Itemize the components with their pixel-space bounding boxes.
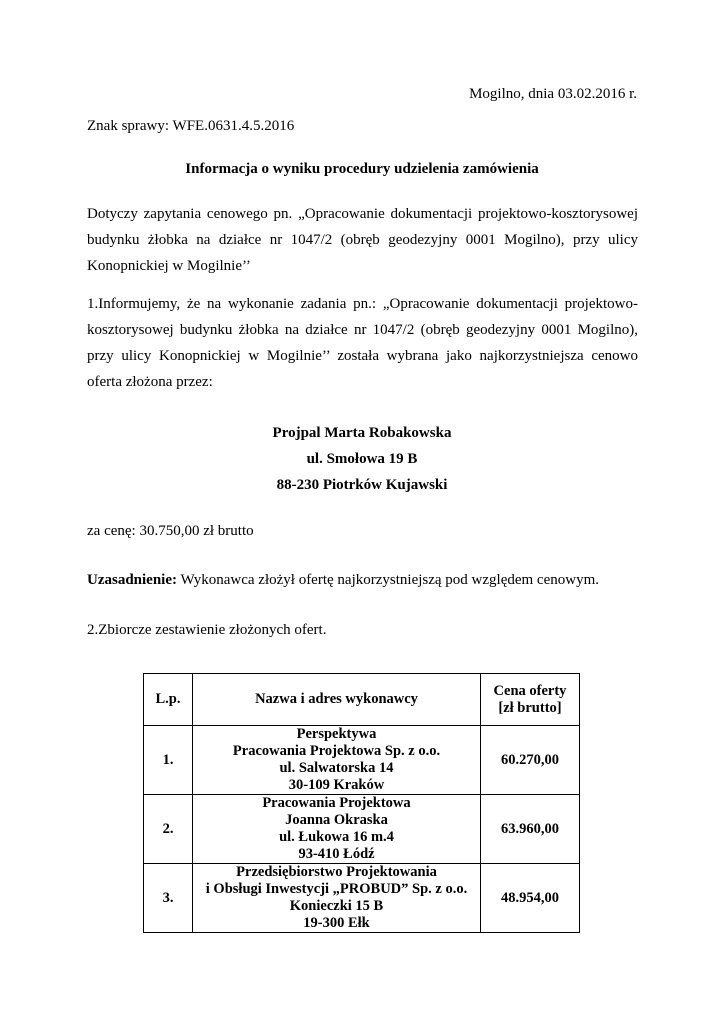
contractor-line: i Obsługi Inwestycji „PROBUD” Sp. z o.o. <box>205 881 468 897</box>
header-price <box>481 674 580 726</box>
header-price-line-1: Cena oferty <box>493 682 567 699</box>
offers-table <box>143 673 580 933</box>
table-row <box>144 726 580 795</box>
contractor-line: Pracowania Projektowa <box>262 795 411 811</box>
contractor-line: ul. Łukowa 16 m.4 <box>279 829 394 845</box>
contractor-line: 93-410 Łódź <box>298 846 375 862</box>
intro-paragraph: Dotyczy zapytania cenowego pn. „Opracowanie dokumentacji projektowo-kosztorysowej budynku żłobka na działce nr 1047/2 (obręb geodezyjny 0001 Mogilno), przy ulicy Konopnickiej w Mogilnie’’ <box>87 206 638 274</box>
document-title: Informacja o wyniku procedury udzielenia zamówienia <box>185 161 539 177</box>
contractor-line: Konieczki 15 B <box>289 898 384 914</box>
table-header-row <box>144 674 580 726</box>
winner-block <box>0 420 724 498</box>
contractor-line: 19-300 Ełk <box>303 915 370 931</box>
contractor-line: Pracowania Projektowa Sp. z o.o. <box>232 743 441 759</box>
justification <box>87 572 599 589</box>
row-contractor <box>193 726 481 795</box>
justification-label: Uzasadnienie: <box>87 572 177 588</box>
section-2-heading: 2.Zbiorcze zestawienie złożonych ofert. <box>87 622 327 638</box>
winner-name: Projpal Marta Robakowska <box>272 425 452 441</box>
winner-street: ul. Smołowa 19 B <box>306 451 418 467</box>
header-price-line-2: [zł brutto] <box>498 699 562 716</box>
row-lp: 3. <box>144 864 193 933</box>
header-lp: L.p. <box>144 674 193 726</box>
winning-price: za cenę: 30.750,00 zł brutto <box>87 523 254 539</box>
section-1-paragraph: 1.Informujemy, że na wykonanie zadania pn.: „Opracowanie dokumentacji projektowo-kosztorysowej budynku żłobka na działce nr 1047/2 (obręb geodezyjny 0001 Mogilno), przy ulicy Konopnickiej w Mogilnie’’ została wybrana jako najkorzystniejsza cenowo oferta złożona przez: <box>87 296 638 390</box>
row-price: 60.270,00 <box>481 726 580 795</box>
winner-city: 88-230 Piotrków Kujawski <box>276 477 448 493</box>
row-contractor <box>193 795 481 864</box>
row-lp: 1. <box>144 726 193 795</box>
row-lp: 2. <box>144 795 193 864</box>
contractor-line: Perspektywa <box>296 726 377 742</box>
row-price: 48.954,00 <box>481 864 580 933</box>
table-row <box>144 864 580 933</box>
row-price: 63.960,00 <box>481 795 580 864</box>
table-row <box>144 795 580 864</box>
case-reference: Znak sprawy: WFE.0631.4.5.2016 <box>87 118 295 134</box>
justification-text: Wykonawca złożył ofertę najkorzystniejszą pod względem cenowym. <box>177 572 599 588</box>
contractor-line: ul. Salwatorska 14 <box>279 760 394 776</box>
place-date: Mogilno, dnia 03.02.2016 r. <box>469 86 637 102</box>
contractor-line: Joanna Okraska <box>285 812 388 828</box>
header-contractor: Nazwa i adres wykonawcy <box>193 674 481 726</box>
contractor-line: Przedsiębiorstwo Projektowania <box>236 864 437 880</box>
contractor-line: 30-109 Kraków <box>288 777 385 793</box>
row-contractor <box>193 864 481 933</box>
